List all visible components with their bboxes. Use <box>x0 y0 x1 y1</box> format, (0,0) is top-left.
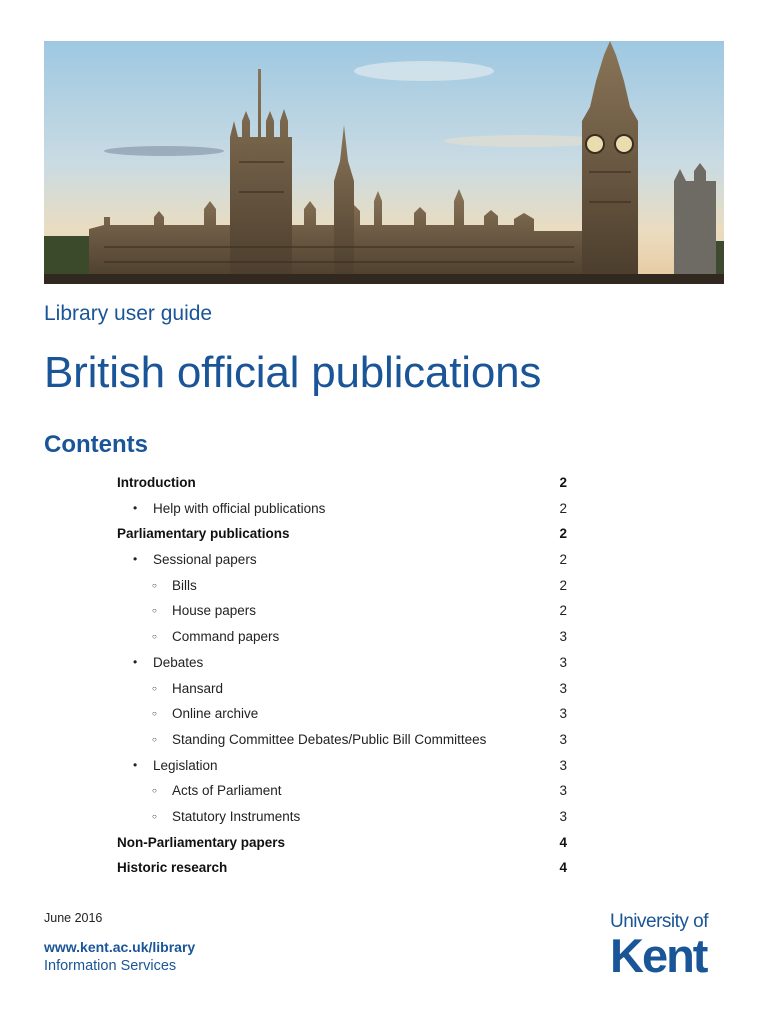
guide-label: Library user guide <box>44 302 213 325</box>
toc-entry-label: Historic research <box>117 860 228 876</box>
toc-entry[interactable] <box>117 598 567 624</box>
table-of-contents <box>117 470 567 881</box>
toc-entry-label: Parliamentary publications <box>117 526 290 542</box>
logo-line-1: University of <box>610 911 709 932</box>
toc-entry[interactable] <box>117 521 567 547</box>
toc-entry-page: 3 <box>559 706 567 722</box>
toc-entry-label: Hansard <box>172 680 224 696</box>
hollow-circle-icon: ○ <box>152 811 157 821</box>
hollow-circle-icon: ○ <box>152 580 157 590</box>
toc-entry-page: 3 <box>559 680 567 696</box>
toc-entry-label: Standing Committee Debates/Public Bill Committees <box>172 731 487 747</box>
toc-entry-page: 2 <box>559 552 567 568</box>
toc-entry-page: 3 <box>559 731 567 747</box>
toc-entry-label: Non-Parliamentary papers <box>117 834 286 850</box>
page-title: British official publications <box>44 348 542 397</box>
toc-entry[interactable] <box>117 830 567 856</box>
toc-entry-page: 2 <box>559 526 567 542</box>
toc-entry-page: 3 <box>559 757 567 773</box>
toc-entry-label: Acts of Parliament <box>172 783 282 799</box>
toc-entry[interactable] <box>117 650 567 676</box>
hollow-circle-icon: ○ <box>152 632 157 642</box>
hollow-circle-icon: ○ <box>152 683 157 693</box>
toc-entry-label: Sessional papers <box>153 552 257 568</box>
toc-entry[interactable] <box>117 727 567 753</box>
toc-entry-page: 3 <box>559 654 567 670</box>
toc-entry-page: 4 <box>559 860 567 876</box>
toc-entry[interactable] <box>117 470 567 496</box>
toc-entry[interactable] <box>117 804 567 830</box>
university-logo <box>610 911 725 982</box>
toc-entry-label: Statutory Instruments <box>172 808 301 824</box>
toc-entry-page: 3 <box>559 629 567 645</box>
toc-entry[interactable] <box>117 701 567 727</box>
bullet-dot-icon: • <box>133 500 138 515</box>
toc-entry-page: 2 <box>559 475 567 490</box>
publication-date: June 2016 <box>44 911 103 925</box>
hollow-circle-icon: ○ <box>152 709 157 719</box>
toc-entry-label: Help with official publications <box>153 500 326 516</box>
contents-heading: Contents <box>44 431 148 458</box>
bullet-dot-icon: • <box>133 654 138 669</box>
toc-entry-label: Legislation <box>153 757 218 773</box>
toc-entry[interactable] <box>117 547 567 573</box>
toc-entry-page: 2 <box>559 500 567 516</box>
toc-entry-page: 4 <box>559 834 567 850</box>
toc-entry-page: 3 <box>559 783 567 799</box>
toc-entry[interactable] <box>117 855 567 881</box>
bullet-dot-icon: • <box>133 757 138 772</box>
parliament-skyline-image <box>44 41 724 284</box>
hollow-circle-icon: ○ <box>152 606 157 616</box>
toc-entry-label: Debates <box>153 654 204 670</box>
toc-entry-label: Online archive <box>172 706 259 722</box>
toc-entry-page: 2 <box>559 603 567 619</box>
bullet-dot-icon: • <box>133 552 138 567</box>
logo-line-2: Kent <box>610 929 707 982</box>
toc-entry-label: Bills <box>172 577 197 593</box>
toc-entry-label: Command papers <box>172 629 280 645</box>
website-link[interactable]: www.kent.ac.uk/library <box>44 939 196 955</box>
toc-entry-page: 3 <box>559 808 567 824</box>
toc-entry[interactable] <box>117 676 567 702</box>
toc-entry[interactable] <box>117 496 567 522</box>
toc-entry-label: Introduction <box>117 475 196 490</box>
hollow-circle-icon: ○ <box>152 734 157 744</box>
hollow-circle-icon: ○ <box>152 786 157 796</box>
toc-entry[interactable] <box>117 624 567 650</box>
toc-entry-label: House papers <box>172 603 257 619</box>
hero-image-parliament <box>44 41 724 284</box>
toc-entry[interactable] <box>117 778 567 804</box>
toc-entry[interactable] <box>117 753 567 779</box>
toc-entry-page: 2 <box>559 577 567 593</box>
toc-entry[interactable] <box>117 573 567 599</box>
department-name: Information Services <box>44 958 177 974</box>
